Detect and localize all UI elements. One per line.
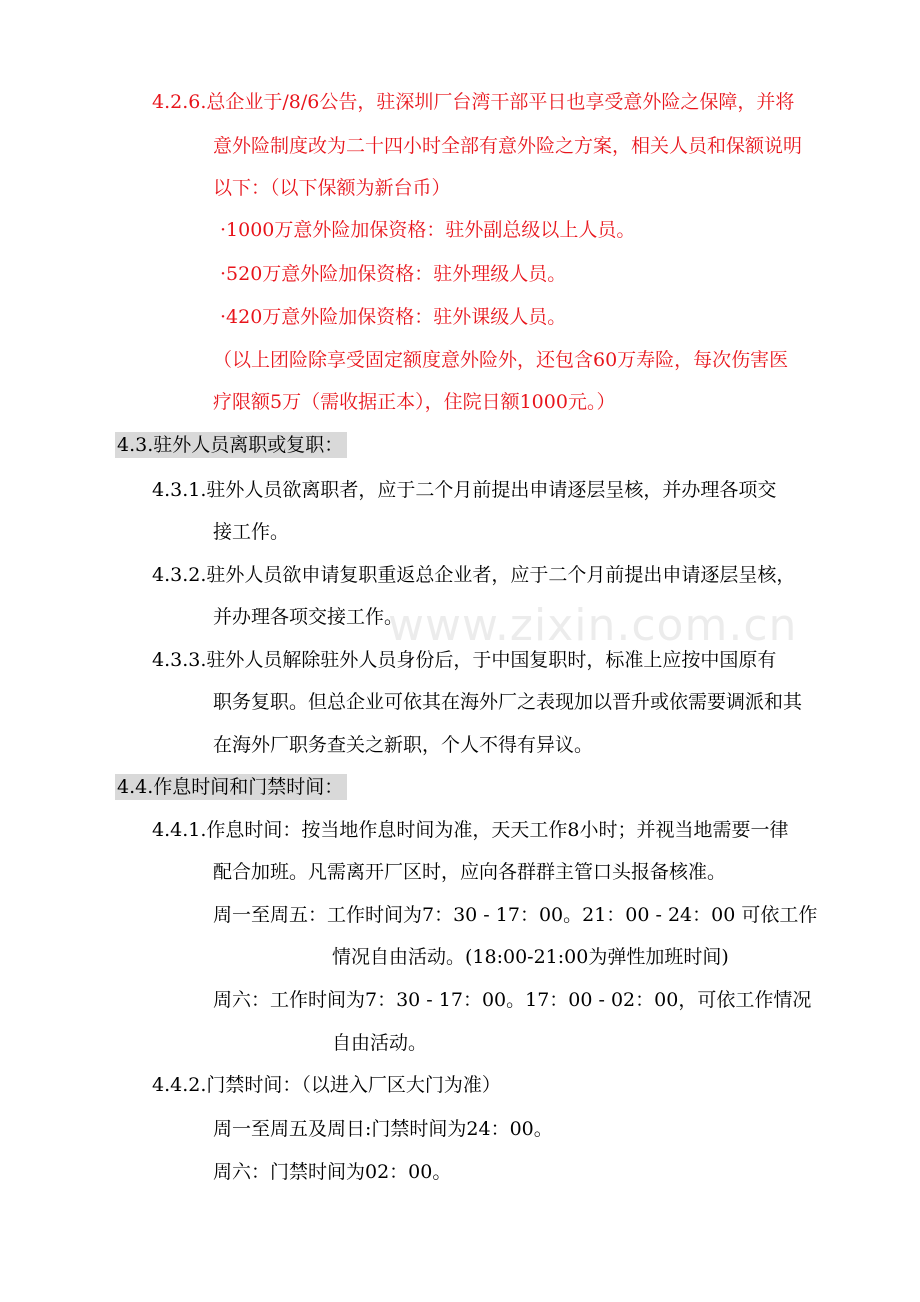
curfew-saturday: 周六：门禁时间为02：00。: [213, 1161, 452, 1183]
clause-4-3-2-line-2: 并办理各项交接工作。: [213, 606, 404, 628]
clause-4-2-6-line-1: 4.2.6.总企业于/8/6公告，驻深圳厂台湾干部平日也享受意外险之保障，并将: [152, 91, 795, 113]
section-4-3-title: 4.3.驻外人员离职或复职：: [115, 432, 347, 458]
bullet-520: ·520万意外险加保资格：驻外理级人员。: [220, 263, 567, 285]
clause-4-3-1-line-1: 4.3.1.驻外人员欲离职者，应于二个月前提出申请逐层呈核，并办理各项交: [152, 479, 777, 501]
section-4-4-heading: [115, 775, 347, 799]
clause-4-3-3-line-1: 4.3.3.驻外人员解除驻外人员身份后，于中国复职时，标准上应按中国原有: [152, 649, 777, 671]
clause-4-3-3-line-2: 职务复职。但总企业可依其在海外厂之表现加以晋升或依需要调派和其: [213, 691, 803, 713]
insurance-note-line-1: （以上团险除享受固定额度意外险外，还包含60万寿险，每次伤害医: [213, 349, 789, 371]
clause-4-3-2-line-1: 4.3.2.驻外人员欲申请复职重返总企业者，应于二个月前提出申请逐层呈核，: [152, 564, 796, 586]
weekday-hours-line-1: 周一至周五：工作时间为7：30 - 17：00。21：00 - 24：00 可依工作: [213, 904, 818, 926]
bullet-1000: ·1000万意外险加保资格：驻外副总级以上人员。: [220, 219, 636, 241]
section-4-4-title: 4.4.作息时间和门禁时间：: [115, 774, 347, 800]
saturday-hours-line-2: 自由活动。: [332, 1032, 428, 1054]
clause-4-2-6-line-3: 以下：（以下保额为新台币）: [213, 177, 451, 199]
curfew-weekday: 周一至周五及周日:门禁时间为24：00。: [213, 1118, 553, 1140]
saturday-hours-line-1: 周六：工作时间为7：30 - 17：00。17：00 - 02：00，可依工作情况: [213, 989, 812, 1011]
weekday-hours-line-2: 情况自由活动。(18:00-21:00为弹性加班时间): [332, 946, 729, 968]
bullet-420: ·420万意外险加保资格：驻外课级人员。: [220, 306, 567, 328]
watermark: www.zixin.com.cn: [388, 600, 798, 651]
clause-4-4-1-line-2: 配合加班。凡需离开厂区时，应向各群群主管口头报备核准。: [213, 861, 727, 883]
section-4-3-heading: [115, 433, 347, 457]
clause-4-2-6-line-2: 意外险制度改为二十四小时全部有意外险之方案，相关人员和保额说明: [213, 135, 803, 157]
clause-4-4-1-line-1: 4.4.1.作息时间：按当地作息时间为准，天天工作8小时；并视当地需要一律: [152, 819, 789, 841]
clause-4-3-1-line-2: 接工作。: [213, 521, 290, 543]
clause-4-4-2: 4.4.2.门禁时间：（以进入厂区大门为准）: [152, 1074, 501, 1096]
clause-4-3-3-line-3: 在海外厂职务查关之新职，个人不得有异议。: [213, 734, 594, 756]
insurance-note-line-2: 疗限额5万（需收据正本），住院日额1000元。）: [213, 391, 616, 413]
